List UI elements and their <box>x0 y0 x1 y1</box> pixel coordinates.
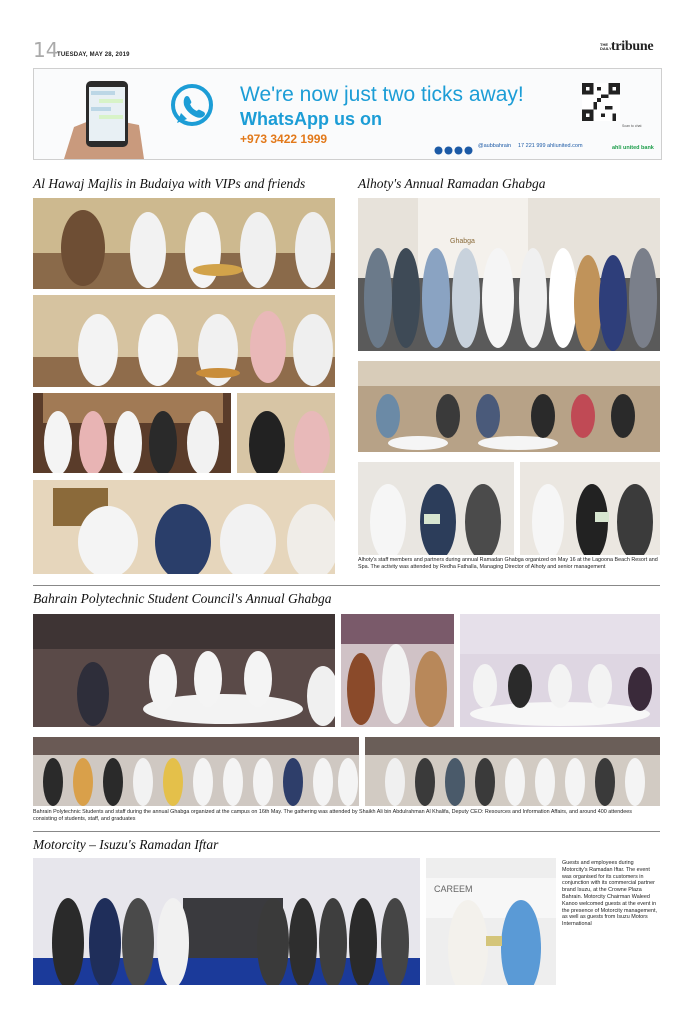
majlis-photo-2 <box>33 295 335 387</box>
alhoty-heading: Alhoty's Annual Ramadan Ghabga <box>358 176 546 191</box>
social-icons[interactable] <box>434 142 476 151</box>
majlis-photo-4 <box>237 393 335 473</box>
motorcity-heading: Motorcity – Isuzu's Ramadan Iftar <box>33 837 219 852</box>
page-number: 14 <box>33 38 59 62</box>
section-divider <box>33 585 660 586</box>
issue-date: TUESDAY, MAY 28, 2019 <box>57 52 130 58</box>
whatsapp-advert[interactable] <box>33 68 662 160</box>
ad-phone-number[interactable]: +973 3422 1999 <box>240 132 328 146</box>
majlis-photo-5 <box>33 480 335 574</box>
majlis-photo-3 <box>33 393 231 473</box>
ad-subheadline: WhatsApp us on <box>240 109 382 129</box>
polytechnic-heading: Bahrain Polytechnic Student Council's Annual Ghabga <box>33 591 332 606</box>
polytechnic-photo-1 <box>33 614 335 727</box>
alhoty-caption: Alhoty's staff members and partners during annual Ramadan Ghabga organized on May 16 at the Lagoona Beach Resort and Spa. The activity was attended by Redha Fathalla, Managing Director of Alhoty and senior management <box>358 557 658 570</box>
polytechnic-caption: Bahrain Polytechnic Students and staff during the annual Ghabga organized at the campus on 16th May. The gathering was attended by Shaikh Ali bin Abdulrahman Al Khalifa, Deputy CEO: Resources and Information Affairs, and around 400 attendees consisting of students, staff, and graduates <box>33 809 632 822</box>
alhoty-photo-3 <box>358 462 514 555</box>
motorcity-photo-1 <box>33 858 420 985</box>
logo-prefix: THE DAILY <box>600 42 612 51</box>
motorcity-photo-2 <box>426 858 556 985</box>
polytechnic-photo-4 <box>33 737 359 806</box>
alhoty-banner-text: Ghabga <box>450 238 475 245</box>
motorcity-backdrop-text: CAREEM <box>434 884 473 894</box>
alhoty-photo-1 <box>358 198 660 351</box>
alhoty-photo-4 <box>520 462 660 555</box>
section-divider <box>33 831 660 832</box>
motorcity-text: Guests and employees during Motorcity's Ramadan Iftar. The event was organised for its customers in conjunction with its commercial partner brand Isuzu, at the Crowne Plaza Bahrain. Motorcity Chairman Waleed Kanoo welcomed guests at the event in the presence of Motorcity management, as well as guests from Isuzu Motors International <box>562 860 657 928</box>
social-handle[interactable]: @aubbahrain <box>478 143 512 149</box>
bank-name: ahli united bank <box>612 145 654 151</box>
polytechnic-photo-5 <box>365 737 660 806</box>
scan-label: Scan to chat <box>622 124 642 128</box>
majlis-photo-1 <box>33 198 335 289</box>
ad-contact[interactable]: 17 221 999 ahliunited.com <box>518 143 583 149</box>
majlis-heading: Al Hawaj Majlis in Budaiya with VIPs and friends <box>33 176 306 191</box>
whatsapp-icon <box>169 83 215 129</box>
polytechnic-photo-2 <box>341 614 454 727</box>
ad-headline: We're now just two ticks away! <box>240 83 524 106</box>
polytechnic-photo-3 <box>460 614 660 727</box>
phone-illustration <box>54 77 144 159</box>
tribune-logo: tribune <box>611 39 654 54</box>
qr-code-icon[interactable] <box>582 83 620 121</box>
alhoty-photo-2 <box>358 361 660 452</box>
